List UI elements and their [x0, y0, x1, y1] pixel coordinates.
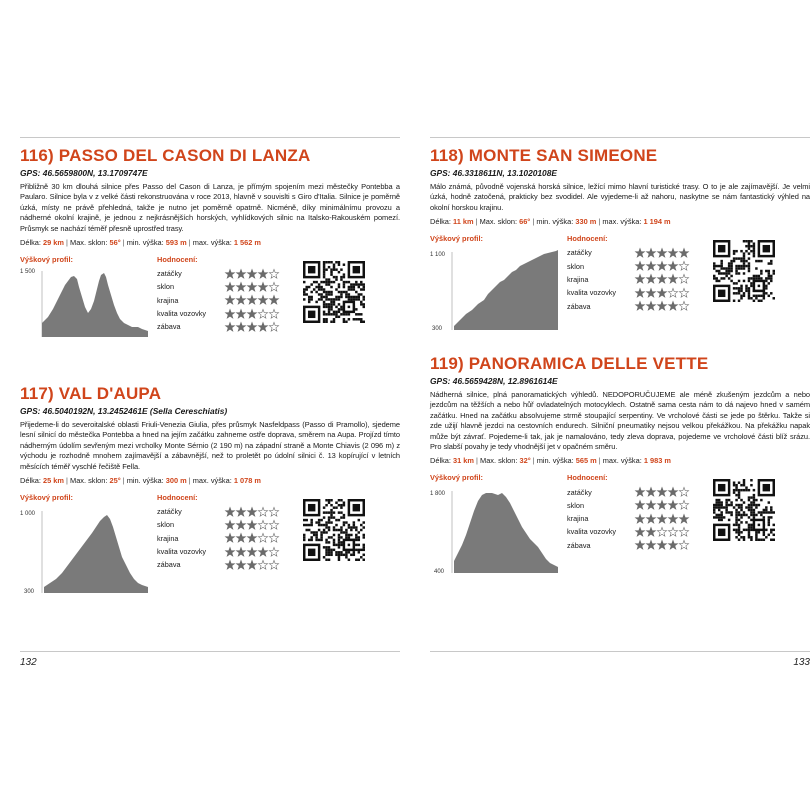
star-filled-icon [657, 540, 667, 550]
rating-label: zatáčky [157, 507, 182, 517]
rating-row [157, 545, 287, 558]
stat-label-length: Délka: [20, 238, 41, 248]
rating-stars [225, 309, 279, 319]
rating-stars [225, 520, 279, 530]
star-filled-icon [679, 514, 689, 524]
ratings-label: Hodnocení: [567, 234, 608, 244]
rating-label: krajina [157, 295, 179, 305]
page-number: 133 [793, 657, 810, 668]
profile-rating-block [20, 255, 400, 337]
rating-stars [225, 295, 279, 305]
star-empty-icon [668, 527, 678, 537]
rating-row [567, 512, 697, 525]
qr-code[interactable] [303, 261, 365, 323]
star-filled-icon [657, 261, 667, 271]
star-filled-icon [247, 269, 257, 279]
gps-coordinates: GPS: 46.5659800N, 13.1709747E [20, 168, 148, 178]
star-filled-icon [635, 514, 645, 524]
star-filled-icon [646, 514, 656, 524]
star-empty-icon [679, 288, 689, 298]
rating-row [157, 307, 287, 320]
rating-stars [635, 514, 689, 524]
profile-bottom-label: 400 [434, 569, 445, 576]
star-filled-icon [247, 547, 257, 557]
star-empty-icon [269, 269, 279, 279]
rating-label: zábava [157, 322, 181, 332]
star-filled-icon [668, 540, 678, 550]
rating-stars [225, 547, 279, 557]
star-filled-icon [668, 301, 678, 311]
profile-top-label: 1 800 [430, 491, 446, 498]
elevation-profile [430, 244, 560, 333]
rating-row [157, 505, 287, 518]
stat-length: 29 km [43, 238, 64, 248]
rating-stars [225, 282, 279, 292]
star-empty-icon [269, 547, 279, 557]
entry-117 [20, 384, 400, 596]
rating-label: kvalita vozovky [157, 309, 207, 319]
star-filled-icon [657, 500, 667, 510]
rating-label: zábava [157, 560, 181, 570]
rating-label: zatáčky [567, 487, 592, 497]
star-empty-icon [258, 309, 268, 319]
elevation-profile [430, 483, 560, 576]
star-filled-icon [646, 500, 656, 510]
star-empty-icon [258, 520, 268, 530]
star-filled-icon [247, 295, 257, 305]
star-filled-icon [657, 288, 667, 298]
route-stats: Délka: 29 km | Max. sklon: 56° | min. výška: 593 m | max. výška: 1 562 m [20, 238, 261, 248]
star-filled-icon [646, 248, 656, 258]
star-empty-icon [679, 261, 689, 271]
rating-label: zábava [567, 301, 591, 311]
rating-label: sklon [567, 261, 585, 271]
rating-stars [635, 274, 689, 284]
entry-description: Přijedeme-li do severoitalské oblasti Friuli-Venezia Giulia, přes průsmyk Nasfeldpass (Passo di Pramollo), sjedeme lesní silnicí do městečka Pontebba a hned na jejím začátku zahneme ostře doprava, směrem na Aupa. Projízd tímto nádherným údolím sevřeným mezi vrcholky Monte Sérnio (2 190 m) na západní straně a Monte Chiavis (2 096 m) z východu je rozhodně mnohem zajímavější a zábavnější, než to proletět po údolní silnici č. 13 kopírující v letních měsících téměř vyschlé řečiště Fella. [20, 420, 400, 471]
profile-rating-block [430, 473, 810, 576]
star-empty-icon [269, 282, 279, 292]
route-stats: Délka: 31 km | Max. sklon: 32° | min. výška: 565 m | max. výška: 1 983 m [430, 456, 671, 466]
rating-stars [225, 507, 279, 517]
stat-max-alt: 1 194 m [643, 217, 671, 227]
stat-label-min: min. výška: [126, 238, 164, 248]
star-filled-icon [236, 533, 246, 543]
profile-bottom-label: 300 [432, 326, 443, 333]
stat-max-slope: 66° [519, 217, 531, 227]
star-empty-icon [269, 560, 279, 570]
stat-label-min: min. výška: [126, 476, 164, 486]
star-empty-icon [679, 500, 689, 510]
rating-row [567, 485, 697, 498]
star-filled-icon [247, 520, 257, 530]
profile-area [44, 515, 148, 593]
star-filled-icon [635, 527, 645, 537]
rating-stars [635, 288, 689, 298]
star-filled-icon [225, 520, 235, 530]
rating-row [567, 299, 697, 312]
stat-min-alt: 565 m [575, 456, 597, 466]
rating-row [567, 260, 697, 273]
page-left [20, 0, 400, 800]
rating-row [567, 499, 697, 512]
stat-max-alt: 1 983 m [643, 456, 671, 466]
profile-top-label: 1 500 [20, 269, 36, 276]
star-filled-icon [657, 514, 667, 524]
star-filled-icon [657, 301, 667, 311]
profile-bottom-label: 300 [24, 589, 35, 596]
entry-title: 117) VAL D'AUPA [20, 384, 162, 403]
stat-label-slope: Max. sklon: [70, 238, 108, 248]
star-filled-icon [635, 261, 645, 271]
profile-area [454, 493, 558, 573]
profile-area [454, 250, 558, 330]
rating-label: sklon [567, 500, 585, 510]
entry-description: Přibližně 30 km dlouhá silnice přes Passo del Cason di Lanza, je přímým spojením mezi městečky Pontebba a Paularo. Silnice byla v z velké části rekonstruována v roce 2013, hlavně v souvislti s Giro d'Italia. Silnice je poměrně úzká, místy ne právě přehledná, takže je nutno jet poměrně opatrně. Nicméně, díky minimálnímu provozu a nádherné okolní krajině, je jednou z nejkrásnějších horských, vyhlídkových silnic na Italsko-Rakouském pomezí. Průsmyk se nachází téměř přesně uprostřed trasy. [20, 182, 400, 233]
stat-label-slope: Max. sklon: [70, 476, 108, 486]
star-filled-icon [236, 322, 246, 332]
star-empty-icon [258, 507, 268, 517]
star-empty-icon [269, 309, 279, 319]
star-filled-icon [247, 507, 257, 517]
stat-max-slope: 32° [519, 456, 531, 466]
star-filled-icon [236, 547, 246, 557]
rating-stars [635, 248, 689, 258]
star-filled-icon [668, 487, 678, 497]
star-filled-icon [635, 540, 645, 550]
profile-label: Výškový profil: [20, 493, 73, 503]
star-filled-icon [225, 547, 235, 557]
gps-coordinates: GPS: 46.3318611N, 13.1020108E [430, 168, 557, 178]
star-filled-icon [657, 248, 667, 258]
star-filled-icon [635, 288, 645, 298]
star-filled-icon [258, 322, 268, 332]
rating-row [567, 525, 697, 538]
star-filled-icon [269, 295, 279, 305]
star-filled-icon [646, 274, 656, 284]
rating-label: kvalita vozovky [567, 527, 617, 537]
rating-label: krajina [157, 533, 179, 543]
star-filled-icon [258, 547, 268, 557]
qr-code[interactable] [713, 240, 775, 302]
star-filled-icon [657, 487, 667, 497]
profile-label: Výškový profil: [20, 255, 73, 265]
qr-code[interactable] [713, 479, 775, 541]
star-filled-icon [236, 560, 246, 570]
ratings-table [567, 246, 697, 312]
star-empty-icon [668, 288, 678, 298]
rating-stars [635, 527, 689, 537]
stat-label-length: Délka: [20, 476, 41, 486]
rating-label: kvalita vozovky [157, 547, 207, 557]
entry-title: 118) MONTE SAN SIMEONE [430, 146, 658, 165]
elevation-profile [20, 503, 150, 596]
stat-length: 31 km [453, 456, 474, 466]
star-filled-icon [668, 248, 678, 258]
entry-description: Nádherná silnice, plná panoramatických výhledů. NEDOPORUČUJEME ale méně zkušeným jezdcům a nebo jezdcům na těžších a nebo hůř ovladatelných motocyklech. Ostatně sama cesta nám to dá najevo hned v samém začátku. Hned na začátku absolvujeme strmě stoupající serpentiny. Ve vrcholové části se jede po štěrku. Takže si zde užijí hlavně jezdci na cestovních endurech. Silniční pneumatiky nejsou velkou překážkou. Na překážku napak může být závrať. Pojedeme-li tak, jak je namalováno, tedy zleva doprava, pojedeme ve vrcholové části blíž srázu. Pro slabší povahy je tedy vhodnější jet v opačném směru. [430, 390, 810, 452]
profile-top-label: 1 100 [430, 252, 446, 259]
star-filled-icon [668, 261, 678, 271]
rating-row [157, 518, 287, 531]
star-filled-icon [258, 282, 268, 292]
rating-row [567, 273, 697, 286]
profile-top-label: 1 000 [20, 511, 36, 518]
star-filled-icon [225, 309, 235, 319]
stat-max-alt: 1 078 m [233, 476, 261, 486]
star-filled-icon [635, 248, 645, 258]
stat-label-max: max. výška: [602, 217, 642, 227]
stat-min-alt: 330 m [575, 217, 597, 227]
profile-rating-block [430, 234, 810, 333]
ratings-label: Hodnocení: [157, 255, 198, 265]
rating-label: krajina [567, 274, 589, 284]
star-filled-icon [635, 301, 645, 311]
stat-max-slope: 25° [109, 476, 121, 486]
profile-label: Výškový profil: [430, 473, 483, 483]
star-filled-icon [225, 560, 235, 570]
star-filled-icon [236, 282, 246, 292]
rating-row [157, 532, 287, 545]
ratings-table [157, 505, 287, 571]
star-empty-icon [258, 560, 268, 570]
star-filled-icon [657, 274, 667, 284]
stat-min-alt: 300 m [165, 476, 187, 486]
star-filled-icon [225, 282, 235, 292]
entry-116 [20, 146, 400, 337]
rating-label: krajina [567, 514, 589, 524]
ratings-label: Hodnocení: [567, 473, 608, 483]
rating-row [567, 539, 697, 552]
star-filled-icon [646, 261, 656, 271]
stat-label-max: max. výška: [192, 476, 232, 486]
rating-row [567, 286, 697, 299]
star-filled-icon [668, 274, 678, 284]
rating-row [157, 294, 287, 307]
star-empty-icon [679, 487, 689, 497]
stat-max-slope: 56° [109, 238, 121, 248]
star-empty-icon [679, 540, 689, 550]
rating-stars [635, 500, 689, 510]
star-empty-icon [269, 322, 279, 332]
star-filled-icon [236, 309, 246, 319]
star-filled-icon [646, 527, 656, 537]
stat-label-slope: Max. sklon: [479, 217, 518, 227]
star-filled-icon [247, 322, 257, 332]
top-rule [20, 137, 400, 138]
star-filled-icon [236, 520, 246, 530]
stat-max-alt: 1 562 m [233, 238, 261, 248]
star-empty-icon [269, 520, 279, 530]
rating-label: zatáčky [567, 248, 592, 258]
star-filled-icon [646, 487, 656, 497]
profile-rating-block [20, 493, 400, 596]
rating-row [157, 280, 287, 293]
route-stats: Délka: 11 km | Max. sklon: 66° | min. výška: 330 m | max. výška: 1 194 m [430, 217, 671, 227]
profile-area [42, 273, 148, 337]
bottom-rule [430, 651, 810, 652]
star-filled-icon [247, 282, 257, 292]
star-filled-icon [236, 507, 246, 517]
rating-row [567, 246, 697, 259]
rating-stars [635, 261, 689, 271]
rating-stars [635, 487, 689, 497]
rating-row [157, 558, 287, 571]
star-empty-icon [679, 301, 689, 311]
stat-label-min: min. výška: [536, 456, 574, 466]
rating-row [157, 267, 287, 280]
star-filled-icon [247, 560, 257, 570]
bottom-rule [20, 651, 400, 652]
star-filled-icon [225, 269, 235, 279]
star-filled-icon [236, 269, 246, 279]
star-filled-icon [247, 309, 257, 319]
star-empty-icon [679, 274, 689, 284]
elevation-profile [20, 265, 150, 337]
star-filled-icon [225, 295, 235, 305]
star-empty-icon [258, 533, 268, 543]
star-filled-icon [646, 301, 656, 311]
rating-row [157, 320, 287, 333]
star-filled-icon [635, 274, 645, 284]
star-filled-icon [225, 322, 235, 332]
star-filled-icon [258, 295, 268, 305]
star-empty-icon [269, 507, 279, 517]
rating-stars [635, 301, 689, 311]
star-empty-icon [657, 527, 667, 537]
entry-title: 116) PASSO DEL CASON DI LANZA [20, 146, 311, 165]
star-filled-icon [635, 500, 645, 510]
stat-label-slope: Max. sklon: [480, 456, 518, 466]
entry-description: Málo známá, původně vojenská horská silnice, ležící mimo hlavní turistické trasy. O to je ale zajímavější. Je velmi úzká, hodně zatočená, prakticky bez svodidel. Ale vyjedeme-li až nahoru, naskytne se nám fantastický výhled na okolní horskou krajinu. [430, 182, 810, 212]
star-empty-icon [679, 527, 689, 537]
star-filled-icon [247, 533, 257, 543]
ratings-table [567, 485, 697, 551]
rating-label: zábava [567, 540, 591, 550]
top-rule [430, 137, 810, 138]
star-filled-icon [646, 540, 656, 550]
stat-label-length: Délka: [430, 456, 451, 466]
page-number: 132 [20, 657, 37, 668]
profile-label: Výškový profil: [430, 234, 483, 244]
stat-label-max: max. výška: [602, 456, 642, 466]
gps-coordinates: GPS: 46.5040192N, 13.2452461E (Sella Cereschiatis) [20, 406, 228, 416]
star-filled-icon [635, 487, 645, 497]
star-filled-icon [225, 533, 235, 543]
rating-label: kvalita vozovky [567, 288, 617, 298]
star-filled-icon [258, 269, 268, 279]
star-filled-icon [668, 500, 678, 510]
entry-118 [430, 146, 810, 333]
ratings-label: Hodnocení: [157, 493, 198, 503]
stat-label-length: Délka: [430, 217, 451, 227]
star-filled-icon [668, 514, 678, 524]
entry-119 [430, 354, 810, 576]
ratings-table [157, 267, 287, 333]
stat-label-min: min. výška: [536, 217, 574, 227]
route-stats: Délka: 25 km | Max. sklon: 25° | min. výška: 300 m | max. výška: 1 078 m [20, 476, 261, 486]
stat-label-max: max. výška: [192, 238, 232, 248]
stat-length: 11 km [453, 217, 474, 227]
star-filled-icon [236, 295, 246, 305]
gps-coordinates: GPS: 46.5659428N, 12.8961614E [430, 376, 558, 386]
entry-title: 119) PANORAMICA DELLE VETTE [430, 354, 709, 373]
rating-stars [225, 560, 279, 570]
rating-label: sklon [157, 520, 175, 530]
qr-code[interactable] [303, 499, 365, 561]
star-filled-icon [679, 248, 689, 258]
rating-stars [225, 322, 279, 332]
star-filled-icon [646, 288, 656, 298]
page-right [430, 0, 810, 800]
star-empty-icon [269, 533, 279, 543]
rating-stars [635, 540, 689, 550]
rating-stars [225, 533, 279, 543]
star-filled-icon [225, 507, 235, 517]
rating-label: zatáčky [157, 269, 182, 279]
stat-length: 25 km [43, 476, 64, 486]
stat-min-alt: 593 m [165, 238, 187, 248]
rating-label: sklon [157, 282, 175, 292]
rating-stars [225, 269, 279, 279]
